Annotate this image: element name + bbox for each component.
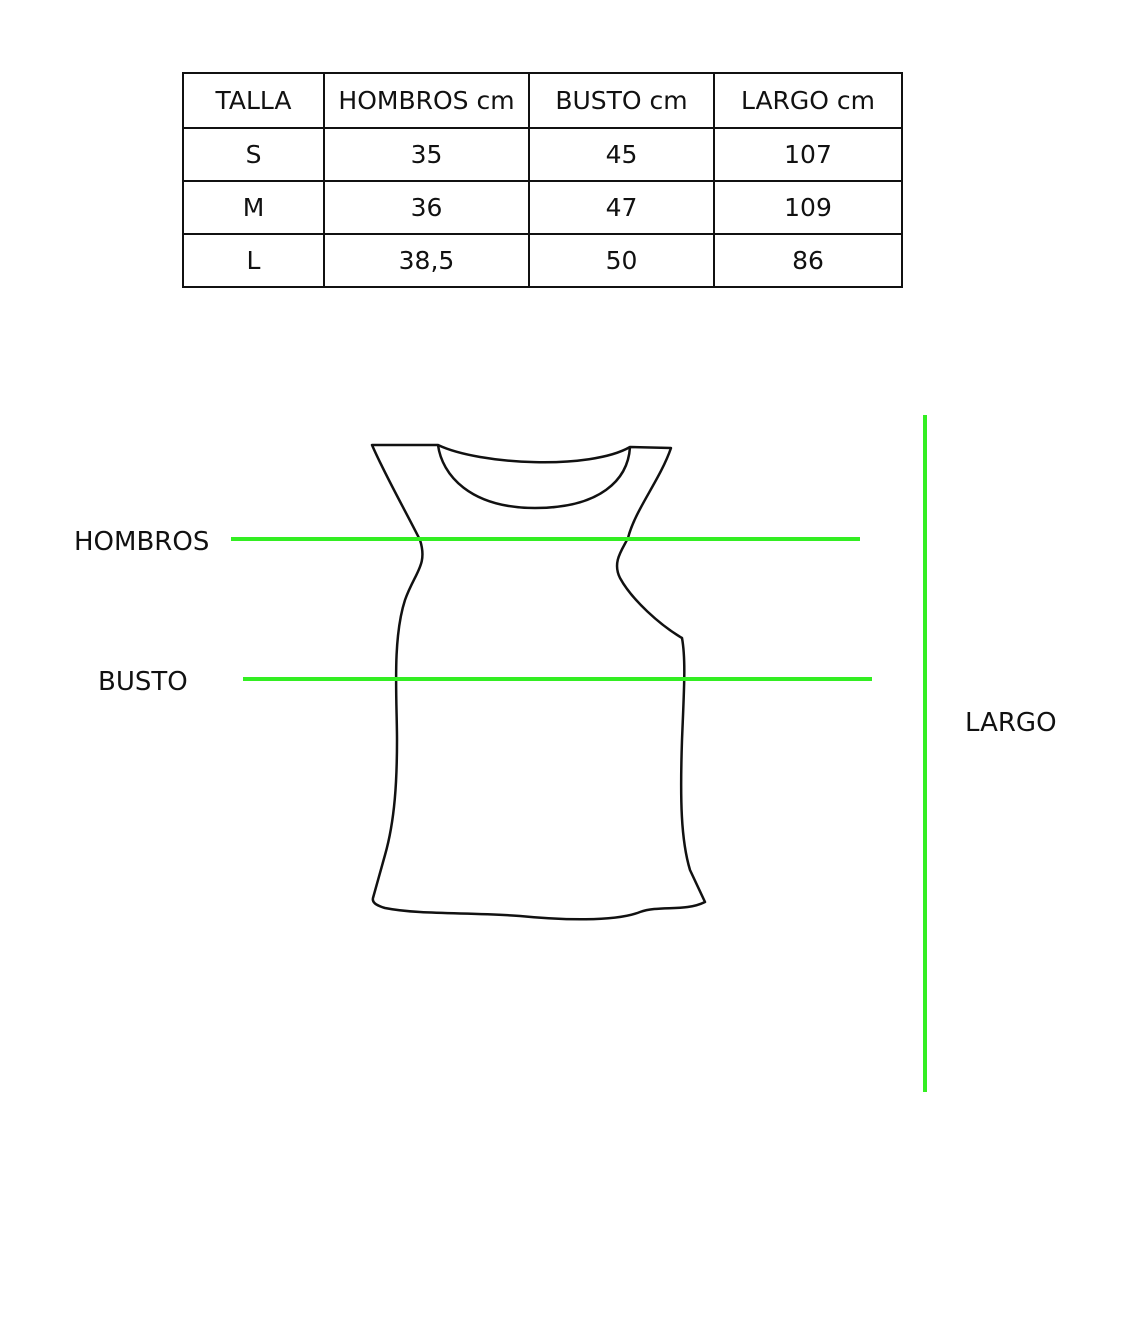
length-label: LARGO	[965, 708, 1057, 738]
length-cell: 86	[714, 234, 902, 287]
header-busto: BUSTO cm	[529, 73, 714, 128]
tank-top-outline	[372, 445, 705, 919]
shoulders-cell: 36	[324, 181, 529, 234]
header-hombros: HOMBROS cm	[324, 73, 529, 128]
shoulders-label: HOMBROS	[74, 527, 210, 557]
bust-label: BUSTO	[98, 667, 188, 697]
size-cell: S	[183, 128, 324, 181]
size-cell: M	[183, 181, 324, 234]
shoulders-cell: 38,5	[324, 234, 529, 287]
length-cell: 109	[714, 181, 902, 234]
neckline-curve	[438, 445, 630, 462]
length-cell: 107	[714, 128, 902, 181]
bust-cell: 45	[529, 128, 714, 181]
header-largo: LARGO cm	[714, 73, 902, 128]
bust-cell: 50	[529, 234, 714, 287]
bust-cell: 47	[529, 181, 714, 234]
header-talla: TALLA	[183, 73, 324, 128]
size-cell: L	[183, 234, 324, 287]
shoulders-cell: 35	[324, 128, 529, 181]
